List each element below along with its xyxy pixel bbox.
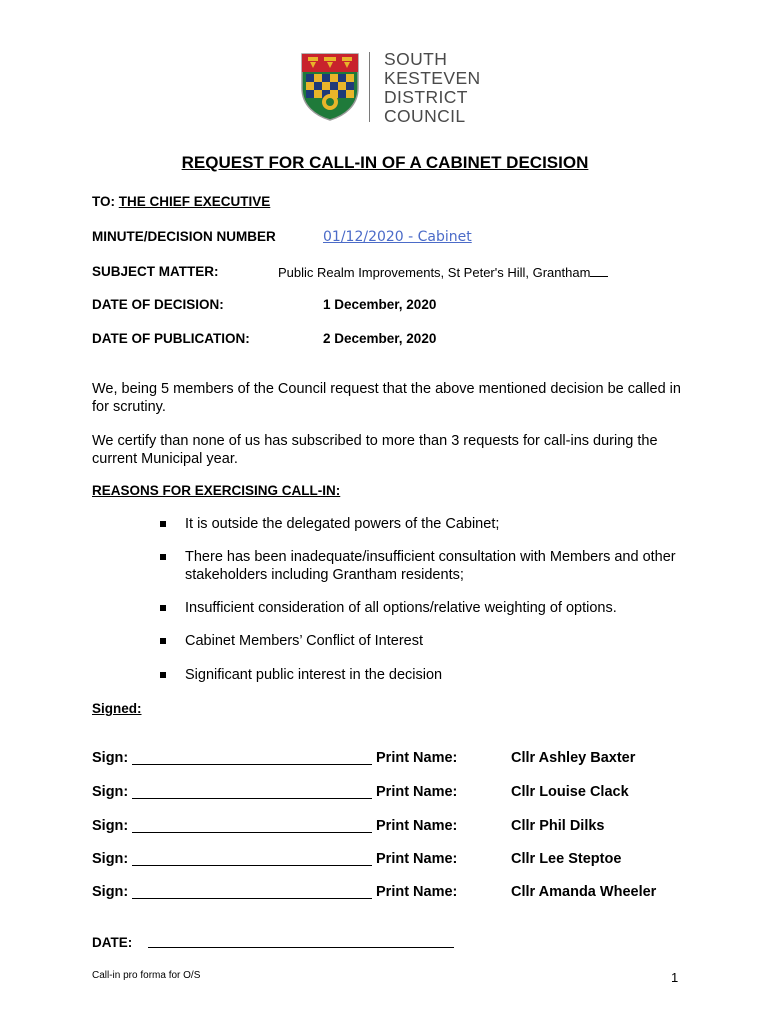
print-name-label: Print Name:: [376, 784, 458, 800]
decision-date-value: 1 December, 2020: [323, 297, 437, 312]
bullet-icon: [160, 521, 166, 527]
signature-row: [92, 784, 692, 804]
signature-line[interactable]: [132, 865, 372, 866]
subject-value: Public Realm Improvements, St Peter's Hill, Grantham: [278, 265, 591, 280]
list-item: [160, 666, 442, 684]
signed-heading: Signed:: [92, 701, 142, 716]
signatory-name: Cllr Ashley Baxter: [511, 750, 636, 766]
signature-row: [92, 750, 692, 770]
to-label: TO:: [92, 194, 115, 209]
decision-date-label: DATE OF DECISION:: [92, 297, 224, 312]
reason-text: Insufficient consideration of all options/relative weighting of options.: [185, 600, 617, 616]
subject-underline: [590, 264, 608, 277]
bullet-icon: [160, 554, 166, 560]
list-item: [160, 632, 423, 650]
signature-row: [92, 884, 692, 904]
minute-label: MINUTE/DECISION NUMBER: [92, 229, 276, 244]
print-name-label: Print Name:: [376, 750, 458, 766]
reasons-heading: REASONS FOR EXERCISING CALL-IN:: [92, 483, 341, 498]
sign-label: Sign:: [92, 884, 129, 900]
date-label: DATE:: [92, 935, 133, 950]
minute-value-link[interactable]: [323, 228, 472, 246]
to-row: [92, 194, 270, 209]
signature-line[interactable]: [132, 898, 372, 899]
signature-row: [92, 818, 692, 838]
print-name-label: Print Name:: [376, 851, 458, 867]
minute-link-text[interactable]: 01/12/2020 - Cabinet: [323, 229, 472, 245]
request-paragraph: We, being 5 members of the Council request that the above mentioned decision be called in for scrutiny.: [92, 381, 681, 415]
bullet-icon: [160, 605, 166, 611]
footer-text: Call-in pro forma for O/S: [92, 970, 201, 981]
reason-text: Significant public interest in the decision: [185, 667, 443, 683]
signatory-name: Cllr Phil Dilks: [511, 818, 605, 834]
logo-divider: [369, 52, 370, 122]
sign-label: Sign:: [92, 784, 129, 800]
logo-line-2: KESTEVEN: [384, 68, 481, 88]
sign-label: Sign:: [92, 750, 129, 766]
print-name-label: Print Name:: [376, 818, 458, 834]
reason-text: Cabinet Members’ Conflict of Interest: [185, 633, 424, 649]
publication-date-value: 2 December, 2020: [323, 331, 437, 346]
document-title: REQUEST FOR CALL-IN OF A CABINET DECISION: [181, 153, 589, 172]
signature-line[interactable]: [132, 764, 372, 765]
list-item: [160, 599, 617, 617]
subject-label: SUBJECT MATTER:: [92, 264, 219, 279]
list-item: [160, 515, 499, 533]
signatory-name: Cllr Lee Steptoe: [511, 851, 622, 867]
page-number: 1: [671, 970, 679, 985]
reason-text: It is outside the delegated powers of the Cabinet;: [185, 516, 500, 532]
bullet-icon: [160, 638, 166, 644]
logo-line-1: SOUTH: [384, 49, 448, 69]
logo-line-3: DISTRICT: [384, 87, 468, 107]
signatory-name: Cllr Amanda Wheeler: [511, 884, 657, 900]
to-value: THE CHIEF EXECUTIVE: [118, 194, 271, 209]
sign-label: Sign:: [92, 818, 129, 834]
subject-row: [278, 264, 608, 280]
certify-paragraph: We certify than none of us has subscribed to more than 3 requests for call-ins during the current Municipal year.: [92, 433, 658, 467]
signature-line[interactable]: [132, 798, 372, 799]
council-name-logo: [384, 50, 481, 126]
reason-text: There has been inadequate/insufficient consultation with Members and other stakeholders including Grantham residents;: [185, 549, 676, 583]
print-name-label: Print Name:: [376, 884, 458, 900]
date-line[interactable]: [148, 947, 454, 948]
list-item: [160, 548, 700, 584]
signatory-name: Cllr Louise Clack: [511, 784, 629, 800]
bullet-icon: [160, 672, 166, 678]
council-crest-logo: [300, 52, 360, 122]
sign-label: Sign:: [92, 851, 129, 867]
publication-date-label: DATE OF PUBLICATION:: [92, 331, 250, 346]
signature-line[interactable]: [132, 832, 372, 833]
signature-row: [92, 851, 692, 871]
logo-line-4: COUNCIL: [384, 106, 466, 126]
